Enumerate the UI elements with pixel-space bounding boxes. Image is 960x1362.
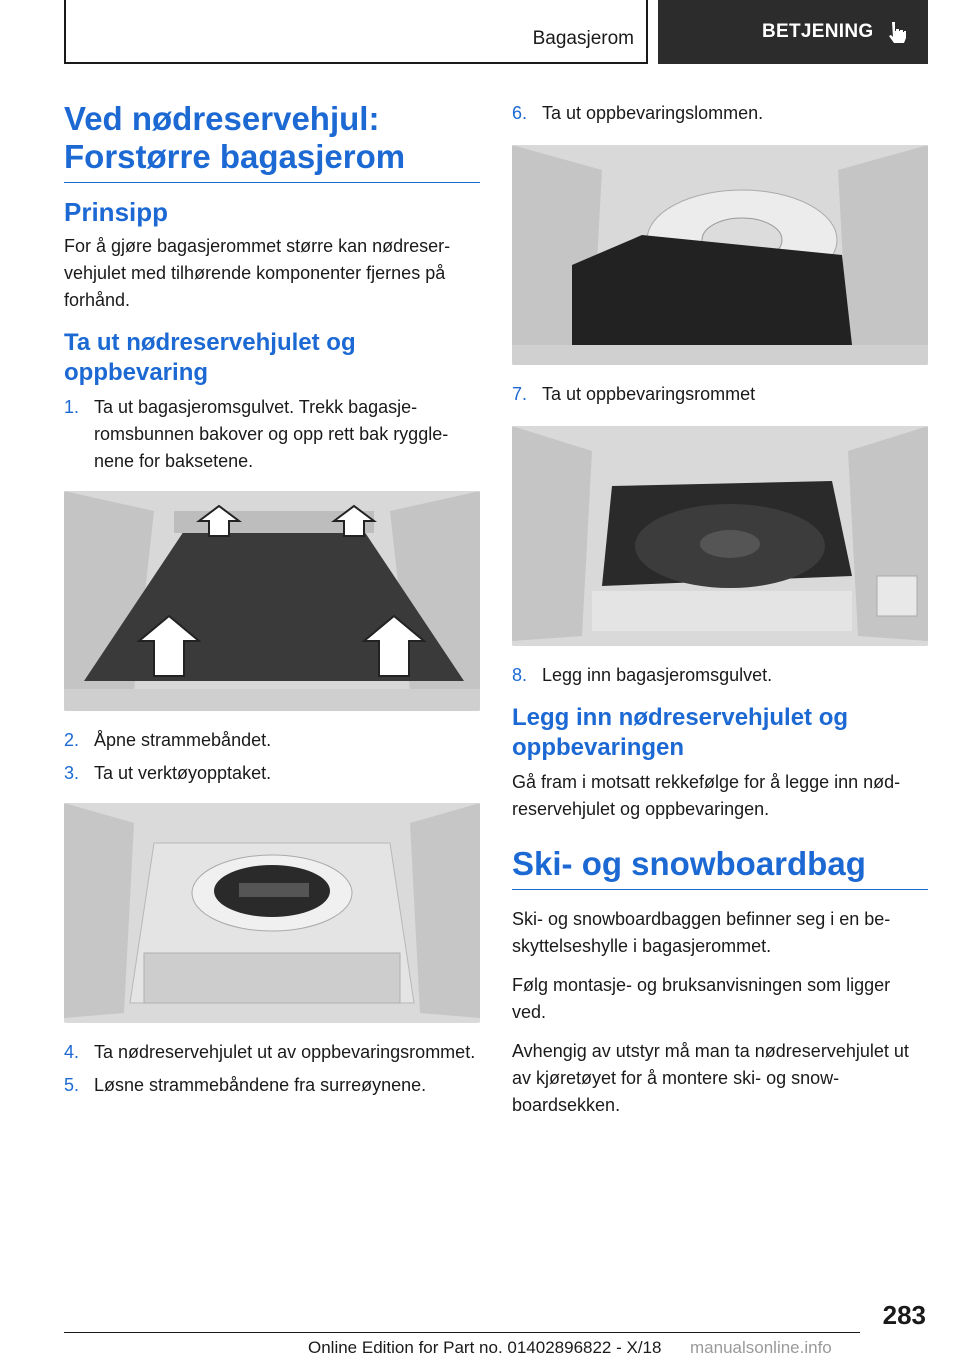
footer-watermark: manualsonline.info <box>690 1338 832 1357</box>
ski-paragraph-3: Avhengig av utstyr må man ta nødreservehjulet ut av kjøretøyet for å montere ski- og snowboardsekken. <box>512 1041 909 1115</box>
chapter-tab <box>658 0 928 64</box>
step-text: Ta ut bagasjeromsgulvet. Trekk bagasjeromsbunnen bakover og opp rett bak rygglenene for baksetene. <box>94 397 449 471</box>
section-title <box>64 100 480 183</box>
step-2 <box>64 727 480 754</box>
step-number: 4. <box>64 1042 80 1062</box>
step-text: Legg inn bagasjeromsgulvet. <box>542 665 773 685</box>
figure-storage-compartment <box>512 426 928 646</box>
step-text: Ta nødreservehjulet ut av oppbevaringsrommet. <box>94 1042 476 1062</box>
step-number: 7. <box>512 384 528 404</box>
step-8 <box>512 662 928 689</box>
step-text: Løsne strammebåndene fra surreøynene. <box>94 1075 427 1095</box>
principle-text: For å gjøre bagasjerommet større kan nødreservehjulet med tilhørende komponenter fjernes på forhånd. <box>64 236 451 310</box>
step-number: 8. <box>512 665 528 685</box>
footer-edition: Online Edition for Part no. 01402896822 - X/18 <box>308 1338 662 1357</box>
insert-heading: Legg inn nødreservehjulet og oppbevaringen <box>512 704 849 761</box>
step-text: Ta ut verktøyopptaket. <box>94 763 272 783</box>
step-text: Åpne strammebåndet. <box>94 730 272 750</box>
step-5 <box>64 1072 480 1099</box>
right-column <box>512 100 928 1131</box>
step-text: Ta ut oppbevaringsrommet <box>542 384 756 404</box>
remove-heading: Ta ut nødreservehjulet og oppbevaring <box>64 329 356 386</box>
ski-paragraph-1: Ski- og snowboardbaggen befinner seg i en beskyttelseshylle i bagasjerommet. <box>512 909 891 956</box>
step-1 <box>64 394 480 475</box>
step-number: 2. <box>64 730 80 750</box>
ski-heading: Ski- og snowboardbag <box>512 845 928 890</box>
ski-paragraph-2: Følg montasje- og bruksanvisningen som ligger ved. <box>512 975 891 1022</box>
step-number: 5. <box>64 1075 80 1095</box>
step-3 <box>64 760 480 787</box>
step-4 <box>64 1039 480 1066</box>
step-7 <box>512 381 928 408</box>
header-section-label: Bagasjerom <box>532 28 634 49</box>
chapter-label: BETJENING <box>762 21 874 42</box>
footer-divider <box>64 1332 860 1333</box>
left-column <box>64 100 480 1105</box>
step-number: 3. <box>64 763 80 783</box>
insert-text: Gå fram i motsatt rekkefølge for å legge inn nødreservehjulet og oppbevaringen. <box>512 772 901 819</box>
figure-storage-pocket <box>512 145 928 365</box>
section-title-line2: Forstørre bagasjerom <box>64 138 406 175</box>
figure-trunk-floor <box>64 491 480 711</box>
step-text: Ta ut oppbevaringslommen. <box>542 103 764 123</box>
hand-pointer-icon <box>883 19 909 45</box>
step-number: 1. <box>64 397 80 417</box>
principle-heading: Prinsipp <box>64 197 169 227</box>
page-number: 283 <box>882 1300 926 1330</box>
step-6 <box>512 100 928 127</box>
figure-tool-holder <box>64 803 480 1023</box>
section-title-line1: Ved nødreservehjul: <box>64 100 380 137</box>
step-number: 6. <box>512 103 528 123</box>
